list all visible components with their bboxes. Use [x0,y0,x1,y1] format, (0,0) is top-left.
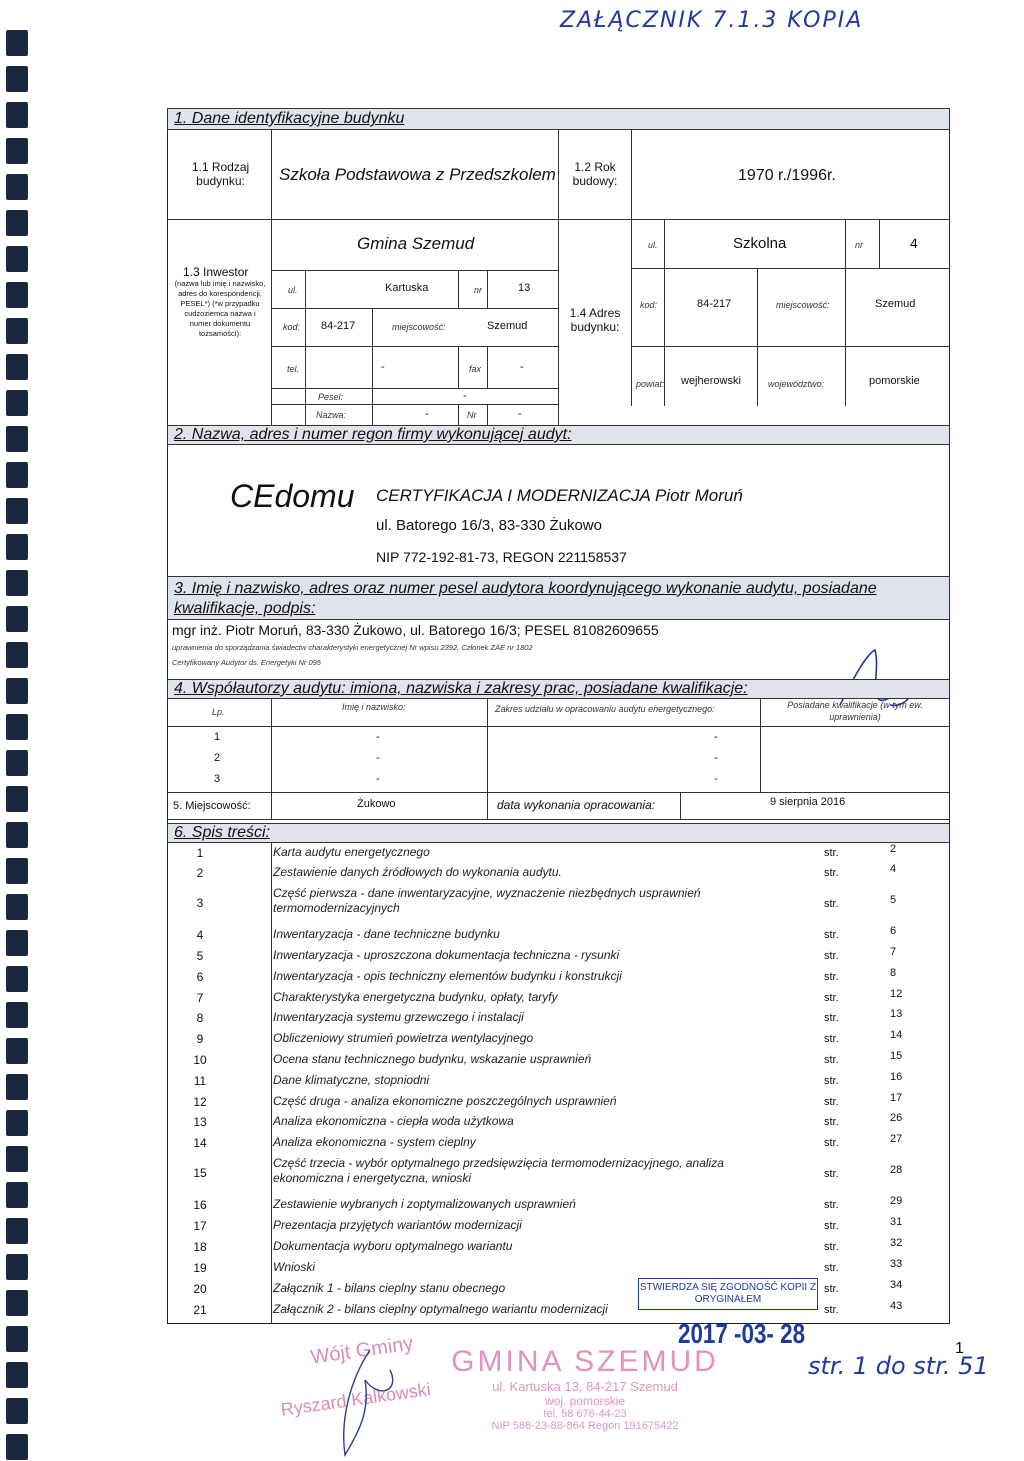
company-nip: NIP 772-192-81-73, REGON 221158537 [376,549,627,565]
toc-item-number: 8 [196,1011,204,1025]
certified-copy-stamp [638,1278,818,1310]
toc-item-title: Załącznik 2 - bilans cieplny optymalnego wariantu modernizacji [273,1302,608,1316]
inwestor-nr-label: nr [474,285,483,295]
toc-item-number: 1 [196,846,204,860]
adres-nr: 4 [910,235,918,251]
toc-item [0,1216,903,1237]
section3-title: 3. Imię i nazwisko, adres oraz numer pesel audytora koordynującego wykonanie audytu, posiadane kwalifikacje, podpis: [174,580,877,617]
inwestor-nr: 13 [518,282,531,294]
binding-hole [6,606,28,632]
section4-header-zakres: Zakres udziału w opracowaniu audytu energetycznego: [495,704,715,714]
date-value: 9 sierpnia 2016 [770,796,846,808]
coauthor-zakres: - [714,773,718,785]
toc-item-number: 19 [193,1261,207,1275]
toc-item-page: 12 [890,988,903,1000]
toc-item-str-label: str. [824,929,839,941]
adres-nr-label: nr [855,240,864,250]
inwestor-ul-label: ul. [288,285,298,295]
section1-title-bar [167,108,950,130]
adres-kod-label: kod: [640,300,658,310]
toc-item-str-label: str. [824,1262,839,1274]
toc-item-str-label: str. [824,1241,839,1253]
binding-hole [6,354,28,380]
toc-item-page: 17 [890,1092,903,1104]
toc-item-title: Inwentaryzacja - opis techniczny elementów budynku i konstrukcji [273,969,622,983]
toc-item-page: 5 [890,894,897,906]
toc-item [0,925,897,946]
binding-hole [6,426,28,452]
toc-item-number: 9 [196,1032,204,1046]
section6-title-bar [167,823,950,843]
binding-hole [6,714,28,740]
toc-item-str-label: str. [824,1304,839,1316]
binding-hole [6,1362,28,1388]
toc-item-title: Inwentaryzacja systemu grzewczego i instalacji [273,1010,524,1024]
powiat: wejherowski [681,375,741,387]
miejscowosc-value: Żukowo [357,798,396,810]
stamp-date: 2017 -03- 28 [678,1318,806,1349]
toc-item-page: 16 [890,1071,903,1083]
toc-item-title: Inwentaryzacja - uproszczona dokumentacja techniczna - rysunki [273,948,620,962]
toc-item-number: 12 [193,1095,207,1109]
toc-item-page: 43 [890,1300,903,1312]
toc-item-title: Zestawienie wybranych i zoptymalizowanych usprawnień [273,1197,576,1211]
coauthor-zakres: - [714,752,718,764]
toc-item-page: 8 [890,967,897,979]
adres-label: 1.4 Adres budynku: [569,306,621,334]
coauthor-zakres: - [714,731,718,743]
toc-item [0,863,897,884]
toc-item-number: 7 [196,991,204,1005]
rok-label: 1.2 Rok budowy: [572,160,618,188]
adres-kod: 84-217 [697,298,732,310]
toc-item-page: 29 [890,1195,903,1207]
toc-item-number: 17 [193,1219,207,1233]
inwestor-pesel: - [463,390,467,402]
binding-hole [6,30,28,56]
toc-item-page: 15 [890,1050,903,1062]
inwestor-pesel-label: Pesel: [318,392,344,402]
toc-item-page: 27 [890,1133,903,1145]
inwestor-nr2: - [518,408,522,420]
coauthor-name: - [376,752,380,764]
binding-hole [6,138,28,164]
toc-item-title: Analiza ekonomiczna - ciepła woda użytkowa [273,1114,514,1128]
toc-item [0,1092,903,1113]
toc-item-title: Charakterystyka energetyczna budynku, opłaty, taryfy [273,990,558,1004]
wojt-stamp-name: Ryszard Kalkowski [279,1378,432,1420]
wojewodztwo-label: województwo: [768,379,825,389]
inwestor-tel-label: tel. [287,364,300,374]
toc-item-number: 3 [196,896,204,910]
toc-item-page: 26 [890,1112,903,1124]
auditor-info: mgr inż. Piotr Moruń, 83-330 Żukowo, ul. Batorego 16/3; PESEL 81082609655 [172,622,659,638]
adres-miejscowosc: Szemud [875,298,916,310]
binding-hole [6,750,28,776]
toc-item-number: 4 [196,928,204,942]
rodzaj-label: 1.1 Rodzaj budynku: [191,160,250,188]
section3-title-bar [167,576,950,620]
toc-item [0,1133,903,1154]
toc-item-number: 15 [193,1166,207,1180]
company-name: CERTYFIKACJA I MODERNIZACJA Piotr Moruń [376,486,743,505]
toc-item-str-label: str. [824,950,839,962]
toc-item-page: 6 [890,925,897,937]
inwestor-nazwa-label: Nazwa: [316,410,347,420]
toc-item-str-label: str. [824,971,839,983]
inwestor-nr2-label: Nr [467,410,477,420]
section4-header-lp: Lp. [212,707,225,717]
inwestor-fax-label: fax [469,364,482,374]
section6-title: 6. Spis treści: [174,824,271,841]
binding-hole [6,66,28,92]
auditor-qualification-1: uprawnienia do sporządzania świadectw charakterystyki energetycznej Nr wpisu 2392, Członek ZAE nr 1802 [172,643,533,652]
toc-item-title: Zestawienie danych źródłowych do wykonania audytu. [273,865,562,879]
toc-item-title: Karta audytu energetycznego [273,845,430,859]
date-label: data wykonania opracowania: [497,798,656,812]
toc-item-str-label: str. [824,992,839,1004]
binding-hole [6,786,28,812]
toc-item-number: 2 [196,866,204,880]
company-address: ul. Batorego 16/3, 83-330 Żukowo [376,517,602,534]
toc-item-number: 18 [193,1240,207,1254]
inwestor-tel: - [381,361,385,373]
toc-item-str-label: str. [824,1033,839,1045]
miejscowosc-label: 5. Miejscowość: [173,800,251,812]
toc-item [0,843,897,864]
toc-item-title: Wnioski [273,1260,316,1274]
toc-item [0,1071,903,1092]
toc-item-number: 21 [193,1303,207,1317]
inwestor-label: 1.3 Inwestor [183,265,249,279]
toc-item-title: Prezentacja przyjętych wariantów modernizacji [273,1218,522,1232]
handwritten-header-note: ZAŁĄCZNIK 7.1.3 KOPIA [560,8,864,33]
adres-ul-label: ul. [648,240,658,250]
toc-item-title: Dane klimatyczne, stopniodni [273,1073,430,1087]
toc-item [0,1050,903,1071]
rok-value: 1970 r./1996r. [738,167,836,184]
toc-item [0,1029,903,1050]
toc-item [0,1008,903,1029]
inwestor-miejscowosc-label: miejscowość: [392,322,446,332]
section4-header-kwalifikacje: Posiadane kwalifikacje (w tym ew. uprawnienia) [787,700,923,722]
binding-hole [6,534,28,560]
toc-item-number: 16 [193,1198,207,1212]
toc-item-page: 4 [890,863,897,875]
toc-item-number: 14 [193,1136,207,1150]
section2-title: 2. Nazwa, adres i numer regon firmy wykonującej audyt: [174,426,572,443]
toc-item-page: 14 [890,1029,903,1041]
toc-item-number: 11 [193,1074,207,1088]
toc-item [0,1237,903,1258]
toc-item-title: Obliczeniowy strumień powietrza wentylacyjnego [273,1031,534,1045]
binding-hole [6,1398,28,1424]
binding-hole [6,462,28,488]
toc-item-str-label: str. [824,1168,839,1180]
binding-hole [6,570,28,596]
coauthor-lp: 3 [214,773,221,785]
toc-item [0,884,897,924]
toc-item-page: 28 [890,1164,903,1176]
toc-item-title: Ocena stanu technicznego budynku, wskazanie usprawnień [273,1052,592,1066]
coauthor-lp: 2 [214,752,221,764]
toc-item-page: 32 [890,1237,903,1249]
page-number: 1 [955,1340,964,1357]
binding-hole [6,642,28,668]
section4-header-name: Imię i nazwisko: [342,702,406,712]
toc-item-str-label: str. [824,1096,839,1108]
toc-item-str-label: str. [824,898,839,910]
toc-item-str-label: str. [824,1012,839,1024]
binding-hole [6,390,28,416]
toc-item-title: Część druga - analiza ekonomiczne poszczególnych usprawnień [273,1094,617,1108]
binding-hole [6,174,28,200]
adres-miejscowosc-label: miejscowość: [776,300,830,310]
inwestor-nazwa: - [425,408,429,420]
section4-title: 4. Współautorzy audytu: imiona, nazwiska i zakresy prac, posiadane kwalifikacje: [174,680,748,697]
toc-item [0,967,897,988]
powiat-label: powiat: [636,379,665,389]
binding-hole [6,102,28,128]
toc-item-str-label: str. [824,1116,839,1128]
certified-copy-text: STWIERDZA SIĘ ZGODNOŚĆ KOPII Z ORYGINAŁEM [639,1282,817,1305]
auditor-qualification-2: Certyfikowany Audytor ds. Energetyki Nr 095 [172,658,321,667]
binding-hole [6,1326,28,1352]
toc-item-str-label: str. [824,1137,839,1149]
inwestor-fax: - [520,361,524,373]
toc-item [0,946,897,967]
inwestor-name: Gmina Szemud [357,234,475,253]
toc-item [0,1258,903,1279]
section1-title: 1. Dane identyfikacyjne budynku [174,110,405,127]
gmina-stamp-line4: NIP 588-23-88-864 Regon 191675422 [491,1420,679,1432]
coauthor-lp: 1 [214,731,221,743]
adres-ul: Szkolna [733,235,787,252]
gmina-stamp-line2: woj. pomorskie [544,1394,626,1408]
gmina-stamp-line3: tel. 58 676-44-23 [543,1408,627,1420]
toc-item-number: 5 [196,949,204,963]
toc-item-page: 7 [890,946,897,958]
gmina-stamp-name: GMINA SZEMUD [451,1345,719,1378]
toc-item-str-label: str. [824,1199,839,1211]
binding-hole [6,498,28,524]
binding-hole [6,678,28,704]
toc-item [0,988,903,1009]
stamp-handwritten-pages: str. 1 do str. 51 [808,1352,989,1380]
toc-item-str-label: str. [824,847,839,859]
binding-hole [6,282,28,308]
toc-item [0,1195,903,1216]
toc-item-page: 13 [890,1008,903,1020]
toc-item-title: Analiza ekonomiczna - system cieplny [273,1135,476,1149]
company-logo: CEdomu [230,478,355,514]
binding-hole [6,246,28,272]
gmina-stamp [450,1345,720,1432]
gmina-stamp-line1: ul. Kartuska 13, 84-217 Szemud [492,1379,678,1394]
toc-item-str-label: str. [824,1220,839,1232]
toc-item-title: Załącznik 1 - bilans cieplny stanu obecnego [273,1281,506,1295]
toc-item [0,1154,903,1194]
toc-item-page: 34 [890,1279,903,1291]
coauthor-name: - [376,731,380,743]
toc-item-page: 31 [890,1216,903,1228]
wojt-stamp-title: Wójt Gminy [309,1332,415,1369]
section2-title-bar [167,425,950,445]
toc-item [0,1112,903,1133]
toc-item-number: 20 [193,1282,207,1296]
inwestor-note: (nazwa lub imię i nazwisko, adres do korespondencji, PESEL*) (*w przypadku cudzoziemca nazwa i numer dokumentu tożsamości): [174,279,266,338]
section4-title-bar [167,679,950,699]
wojewodztwo: pomorskie [869,375,920,387]
wojt-signature [310,1340,420,1460]
toc-item-number: 6 [196,970,204,984]
inwestor-miejscowosc: Szemud [487,320,528,332]
toc-item-number: 13 [193,1115,207,1129]
toc-item-title: Część pierwsza - dane inwentaryzacyjne, wyznaczenie niezbędnych usprawnień termomodernizacyjnych [273,886,701,915]
toc-item-str-label: str. [824,1075,839,1087]
binding-hole [6,1434,28,1460]
toc-item-page: 2 [890,843,897,855]
toc-item-str-label: str. [824,1054,839,1066]
inwestor-ul: Kartuska [385,282,429,294]
binding-hole [6,210,28,236]
toc-item-number: 10 [193,1053,207,1067]
toc-item-page: 33 [890,1258,903,1270]
binding-hole [6,318,28,344]
toc-item-title: Część trzecia - wybór optymalnego przedsięwzięcia termomodernizacyjnego, analiza ekonomiczna i energetyczna, wnioski [273,1156,724,1185]
inwestor-kod: 84-217 [321,320,356,332]
toc-item-title: Inwentaryzacja - dane techniczne budynku [273,927,500,941]
toc-item-str-label: str. [824,867,839,879]
rodzaj-value: Szkoła Podstawowa z Przedszkolem [279,165,556,184]
coauthor-name: - [376,773,380,785]
toc-item-str-label: str. [824,1283,839,1295]
inwestor-kod-label: kod: [283,322,301,332]
toc-item-title: Dokumentacja wyboru optymalnego wariantu [273,1239,513,1253]
